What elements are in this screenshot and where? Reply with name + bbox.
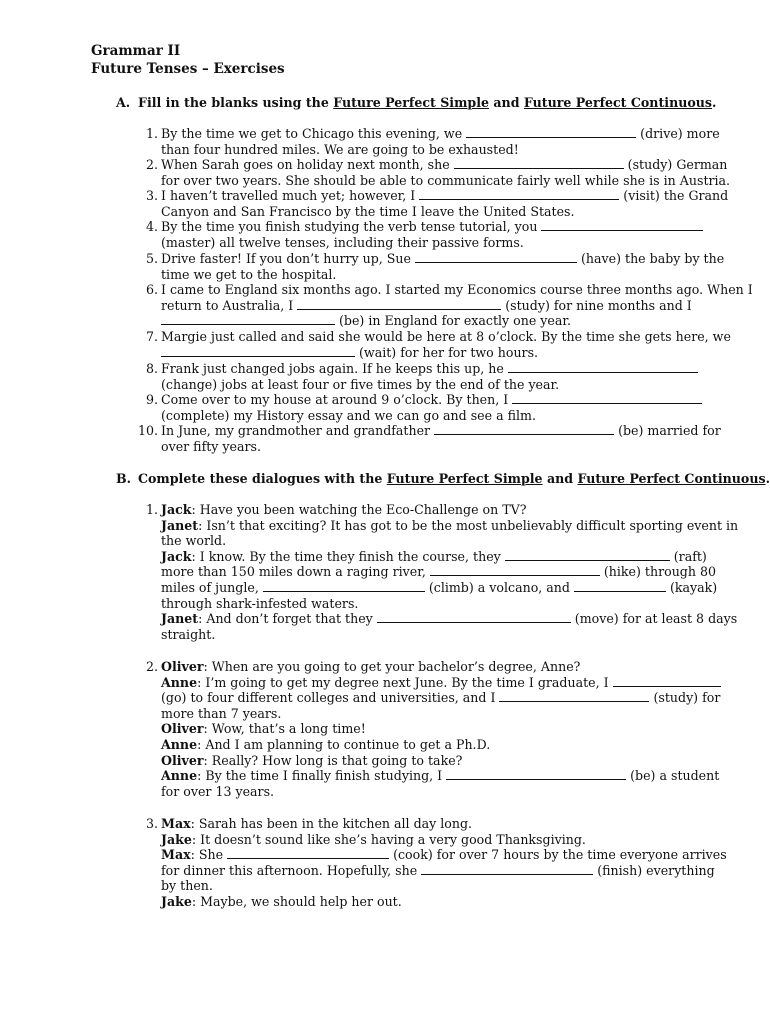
section-a-instruction: Fill in the blanks using the Future Perfect Simple and Future Perfect Continuous. <box>138 95 717 110</box>
speaker-name: Max <box>161 816 191 831</box>
answer-blank[interactable] <box>512 393 702 404</box>
answer-blank[interactable] <box>263 581 425 592</box>
speaker-name: Anne <box>161 736 198 752</box>
answer-blank[interactable] <box>446 769 626 780</box>
speaker-name: Anne <box>161 768 198 784</box>
list-item: 3. I haven’t travelled much yet; however, I (visit) the Grand Canyon and San Francisco by the time I leave the United States. <box>145 188 729 219</box>
list-item: 7. Margie just called and said she would be here at 8 o’clock. By the time she gets here, we (wait) for her for two hours. <box>145 329 731 360</box>
answer-blank[interactable] <box>466 127 636 138</box>
list-item: 9. Come over to my house at around 9 o’clock. By then, I (complete) my History essay and we can go and see a film. <box>136 392 716 423</box>
list-item: 1. By the time we get to Chicago this evening, we (drive) more than four hundred miles. We are going to be exhausted! <box>145 126 720 157</box>
speaker-name: Anne <box>161 674 198 690</box>
speaker-name: Jack <box>161 502 192 517</box>
answer-blank[interactable] <box>415 252 577 263</box>
answer-blank[interactable] <box>541 220 703 231</box>
list-item: 4. By the time you finish studying the verb tense tutorial, you (master) all twelve tenses, including their passive forms. <box>136 219 716 250</box>
speaker-name: Max <box>161 847 191 863</box>
answer-blank[interactable] <box>434 424 614 435</box>
answer-blank[interactable] <box>505 550 670 561</box>
section-b-heading <box>116 471 770 487</box>
list-item: 5. Drive faster! If you don’t hurry up, Sue (have) the baby by the time we get to the hospital. <box>145 251 725 282</box>
answer-blank[interactable] <box>613 676 721 687</box>
answer-blank[interactable] <box>421 864 593 875</box>
speaker-name: Jake <box>161 831 192 847</box>
list-item: 10. In June, my grandmother and grandfather (be) married for over fifty years. <box>137 423 721 454</box>
section-a-letter: A. <box>116 95 131 110</box>
answer-blank[interactable] <box>161 314 335 325</box>
answer-blank[interactable] <box>161 346 355 357</box>
speaker-name: Oliver <box>161 721 204 737</box>
answer-blank[interactable] <box>454 158 624 169</box>
answer-blank[interactable] <box>508 362 698 373</box>
section-a-heading <box>116 95 716 111</box>
section-b-letter: B. <box>116 471 132 486</box>
answer-blank[interactable] <box>297 299 501 310</box>
dialogue-item: 3. Max: Sarah has been in the kitchen all day long. Jake: It doesn’t sound like she’s having a very good Thanksgiving. Max: She (cook) for over 7 hours by the time everyone arrives for dinner this afternoon. Hopefully, she (finish) everything by then. Jake: Maybe, we should help her out. <box>145 816 727 909</box>
section-b-instruction: Complete these dialogues with the Future Perfect Simple and Future Perfect Continuous. <box>138 471 770 486</box>
speaker-name: Jack <box>161 548 192 564</box>
worksheet-subtitle: Future Tenses – Exercises <box>91 61 285 77</box>
worksheet-title: Grammar II <box>91 43 181 59</box>
answer-blank[interactable] <box>574 581 666 592</box>
answer-blank[interactable] <box>499 691 649 702</box>
answer-blank[interactable] <box>377 612 571 623</box>
list-item: 8. Frank just changed jobs again. If he keeps this up, he (change) jobs at least four or five times by the end of the year. <box>136 361 716 392</box>
dialogue-item: 1. Jack: Have you been watching the Eco-Challenge on TV? Janet: Isn’t that exciting? It has got to be the most unbelievably difficult sporting event in the world. Jack: I know. By the time they finish the course, they (raft) more than 150 miles down a raging river, (hike) through 80 miles of jungle, (climb) a volcano, and (kayak) through shark-infested waters. Janet: And don’t forget that they (move) for at least 8 days straight. <box>145 502 739 642</box>
dialogue-item: 2. Oliver: When are you going to get your bachelor’s degree, Anne? Anne: I’m going to get my degree next June. By the time I graduate, I (go) to four different colleges and universities, and I (study) for more than 7 years. Oliver: Wow, that’s a long time! Anne: And I am planning to continue to get a Ph.D. Oliver: Really? How long is that going to take? Anne: By the time I finally finish studying, I (be) a student for over 13 years. <box>145 659 721 799</box>
answer-blank[interactable] <box>227 848 389 859</box>
answer-blank[interactable] <box>419 189 619 200</box>
speaker-name: Janet <box>161 517 199 533</box>
speaker-name: Oliver <box>161 752 204 768</box>
answer-blank[interactable] <box>430 565 600 576</box>
list-item: 6. I came to England six months ago. I started my Economics course three months ago. When I return to Australia, I (study) for nine months and I (be) in England for exactly one year. <box>145 282 753 329</box>
speaker-name: Oliver <box>161 659 204 674</box>
speaker-name: Janet <box>161 611 199 627</box>
list-item: 2. When Sarah goes on holiday next month, she (study) German for over two years. She should be able to communicate fairly well while she is in Austria. <box>145 157 731 188</box>
speaker-name: Jake <box>161 893 192 909</box>
